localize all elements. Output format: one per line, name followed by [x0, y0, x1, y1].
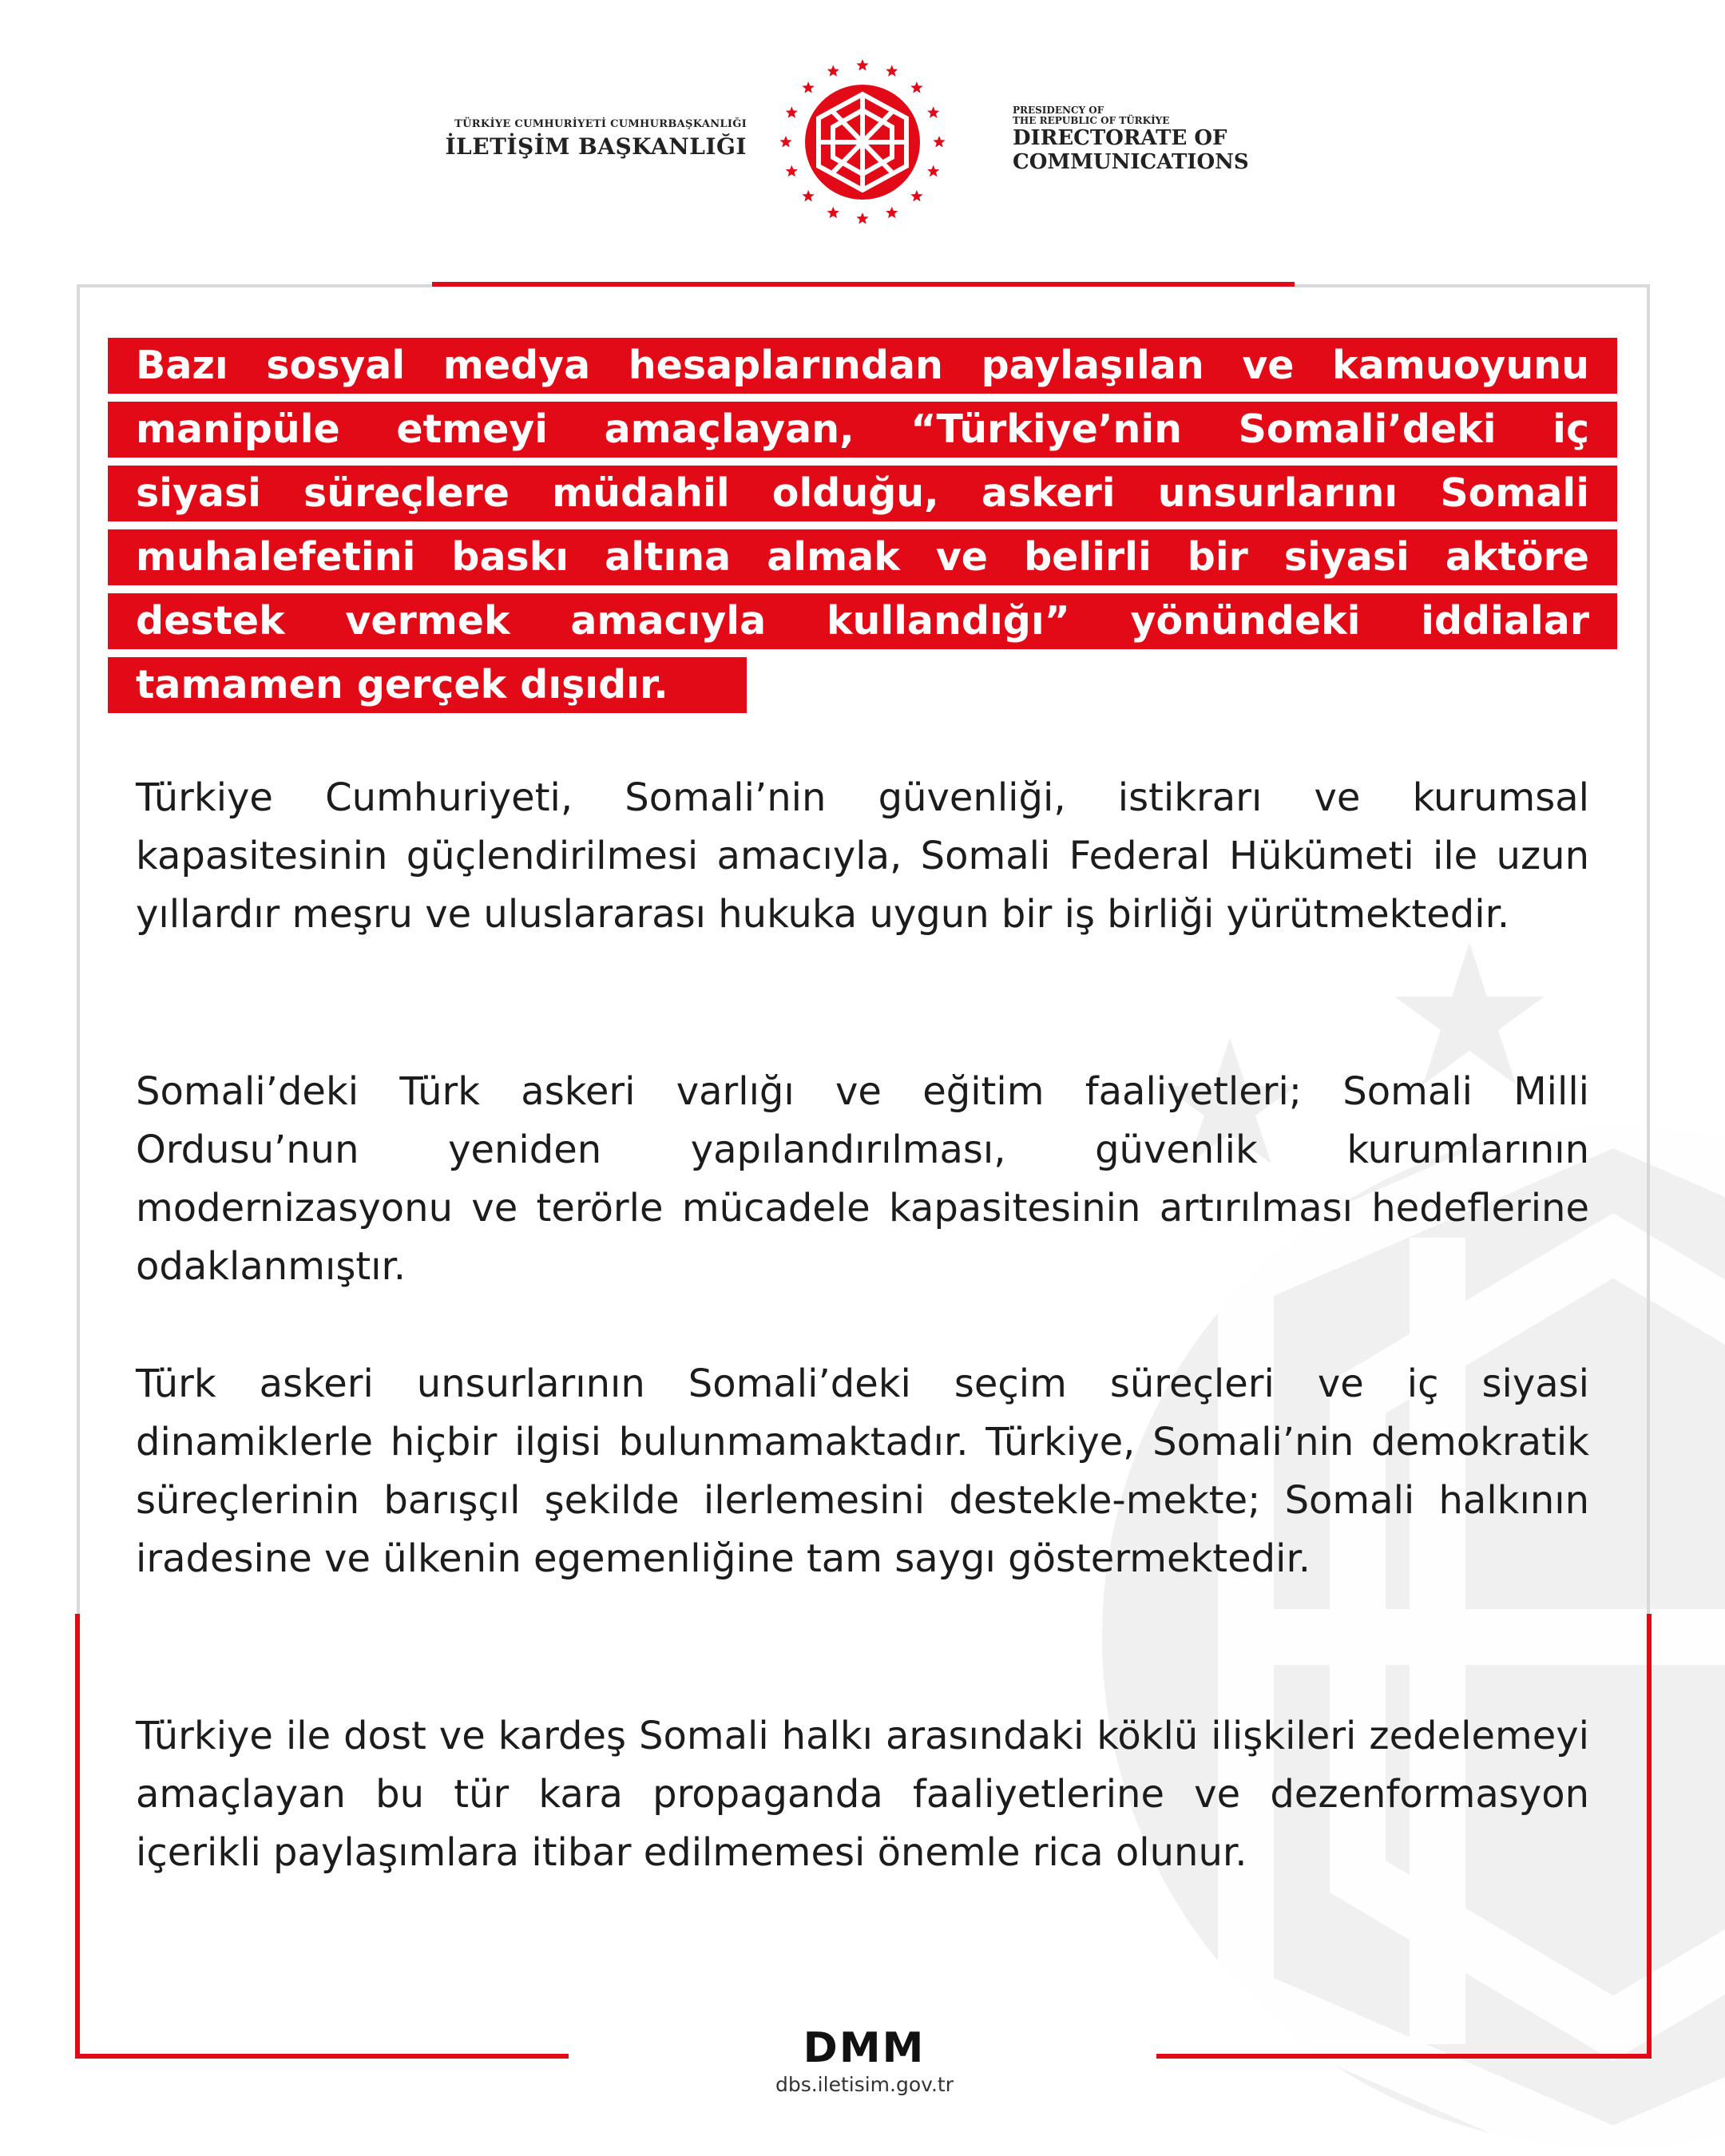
- emblem-star-icon: [803, 190, 815, 202]
- emblem-star-icon: [827, 65, 839, 77]
- emblem-star-icon: [856, 212, 868, 224]
- paragraph-2: Somali’deki Türk askeri varlığı ve eğitim faaliyetleri; Somali Milli Ordusu’nun yeniden yapılandırılması, güvenlik kurumlarının modernizasyonu ve terörle mücadele kapasitesinin artırılması hedeflerine odaklanmıştır.: [136, 1069, 1589, 1289]
- header-left-small: TÜRKİYE CUMHURİYETİ CUMHURBAŞKANLIĞI: [454, 118, 747, 130]
- header-right-big-2: COMMUNICATIONS: [1013, 150, 1249, 175]
- emblem-star-icon: [779, 136, 791, 148]
- emblem-star-icon: [803, 81, 815, 93]
- header-left-title: [445, 118, 747, 160]
- frame-top-right: [1295, 284, 1650, 287]
- paragraph-1: Türkiye Cumhuriyeti, Somali’nin güvenliği, istikrarı ve kurumsal kapasitesinin güçlendirilmesi amacıyla, Somali Federal Hükümeti ile uzun yıllardır meşru ve uluslararası hukuka uygun bir iş birliği yürütmektedir.: [136, 775, 1589, 937]
- frame-right-lower: [1647, 1614, 1652, 2057]
- intro-line-3: siyasi süreçlere müdahil olduğu, askeri unsurlarını Somali: [136, 470, 1589, 516]
- emblem-star-icon: [927, 165, 939, 177]
- intro-line-4: muhalefetini baskı altına almak ve belirli bir siyasi aktöre: [136, 534, 1589, 580]
- header-right-small-1: PRESIDENCY OF: [1013, 105, 1104, 116]
- paragraph-4: Türkiye ile dost ve kardeş Somali halkı arasındaki köklü ilişkileri zedelemeyi amaçlayan bu tür kara propaganda faaliyetlerine ve dezenformasyon içerikli paylaşımlara itibar edilmemesi önemle rica olunur.: [136, 1714, 1589, 1875]
- presidential-seal-icon: [779, 48, 946, 232]
- emblem-star-icon: [786, 106, 798, 117]
- frame-bottom-right: [1156, 2054, 1652, 2059]
- footer-url[interactable]: dbs.iletisim.gov.tr: [775, 2073, 954, 2096]
- emblem-star-icon: [856, 59, 868, 71]
- header-right-small-2: THE REPUBLIC OF TÜRKİYE: [1013, 114, 1170, 126]
- header-left-big: İLETİŞİM BAŞKANLIĞI: [445, 133, 747, 160]
- emblem-star-icon: [927, 106, 939, 117]
- frame-top-red: [432, 282, 1295, 287]
- frame-right-upper: [1647, 284, 1650, 1614]
- dmm-logo: DMM: [803, 2024, 926, 2072]
- intro-line-2: manipüle etmeyi amaçlayan, “Türkiye’nin Somali’deki iç: [136, 406, 1589, 452]
- header-right-title: [1013, 105, 1249, 174]
- emblem-star-icon: [886, 65, 898, 77]
- intro-line-1: Bazı sosyal medya hesaplarından paylaşılan ve kamuoyunu: [136, 343, 1589, 388]
- emblem-star-icon: [786, 165, 798, 177]
- frame-left-lower: [75, 1614, 80, 2057]
- frame-left-upper: [77, 284, 80, 1614]
- emblem-star-icon: [933, 136, 945, 148]
- intro-line-5: destek vermek amacıyla kullandığı” yönündeki iddialar: [136, 598, 1589, 644]
- frame-top-left: [77, 284, 432, 287]
- emblem-star-icon: [910, 81, 922, 93]
- frame-bottom-left: [75, 2054, 569, 2059]
- intro-line-6: tamamen gerçek dışıdır.: [136, 662, 668, 707]
- emblem-star-icon: [910, 190, 922, 202]
- paragraph-3: Türk askeri unsurlarının Somali’deki seçim süreçleri ve iç siyasi dinamiklerle hiçbir ilgisi bulunmamaktadır. Türkiye, Somali’nin demokratik süreçlerinin barışçıl şekilde ilerlemesini destekle-mekte; Somali halkının iradesine ve ülkenin egemenliğine tam saygı göstermektedir.: [136, 1361, 1589, 1581]
- emblem-star-icon: [827, 207, 839, 219]
- header-right-big-1: DIRECTORATE OF: [1013, 126, 1227, 151]
- emblem-star-icon: [886, 207, 898, 219]
